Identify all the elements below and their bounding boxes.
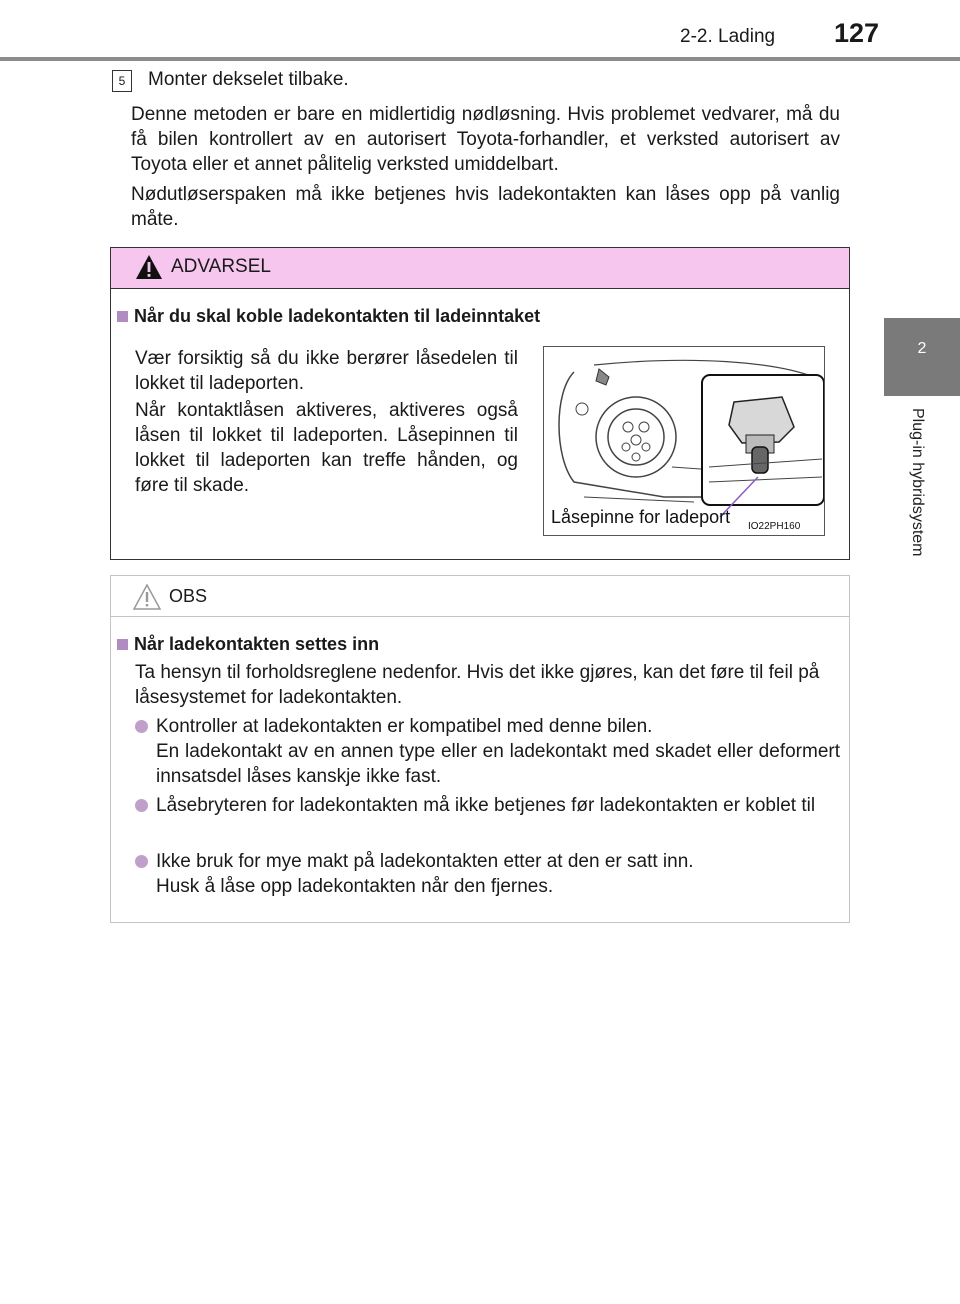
chapter-tab [884, 318, 960, 396]
chapter-label: Plug-in hybridsystem [909, 408, 926, 557]
bullet-icon [135, 799, 148, 812]
warning-box [110, 247, 850, 560]
list-item: Kontroller at ladekontakten er kompatibel med denne bilen. En ladekontakt av en annen type eller en ladekontakt med skadet eller deformert innsatsdel låses kanskje ikke fast. [135, 714, 840, 789]
list-item: Låsebryteren for ladekontakten må ikke betjenes før ladekontakten er koblet til [135, 793, 840, 818]
warning-icon [135, 254, 163, 280]
bullet-icon [135, 720, 148, 733]
figure-code: IO22PH160 [748, 521, 801, 532]
header-rule [0, 57, 960, 61]
warning-text: Vær forsiktig så du ikke berører låsedelen til lokket til ladeporten. [135, 348, 518, 394]
figure-caption: Låsepinne for ladeport [551, 507, 731, 527]
step-text: Monter dekselet tilbake. [148, 69, 349, 90]
notice-heading: Når ladekontakten settes inn [117, 634, 379, 655]
warning-title: ADVARSEL [171, 256, 271, 277]
paragraph: Nødutløserspaken må ikke betjenes hvis ladekontakten kan låses opp på vanlig måte. [131, 184, 840, 230]
chapter-number: 2 [917, 340, 927, 357]
step-number: 5 [112, 70, 132, 92]
list-item: Ikke bruk for mye makt på ladekontakten etter at den er satt inn. Husk å låse opp ladekontakten når den fjernes. [135, 849, 840, 899]
notice-title: OBS [169, 586, 208, 606]
notice-intro: Ta hensyn til forholdsreglene nedenfor. Hvis det ikke gjøres, kan det føre til feil på låsesystemet for ladekontakten. [135, 662, 820, 708]
bullet-icon [135, 855, 148, 868]
warning-heading: Når du skal koble ladekontakten til ladeinntaket [117, 306, 540, 327]
page-number: 127 [834, 18, 880, 48]
square-bullet-icon [117, 311, 128, 322]
charge-port-illustration [543, 346, 825, 536]
square-bullet-icon [117, 639, 128, 650]
notice-box [110, 575, 850, 923]
warning-header [111, 248, 849, 289]
section-title: 2-2. Lading [680, 26, 776, 47]
notice-header [111, 576, 849, 617]
caution-icon [133, 584, 161, 610]
warning-text: Når kontaktlåsen aktiveres, aktiveres også låsen til lokket til ladeporten. Låsepinnen til lokket til ladeporten kan treffe hånden, og føre til skade. [135, 400, 518, 496]
paragraph: Denne metoden er bare en midlertidig nødløsning. Hvis problemet vedvarer, må du få bilen kontrollert av en autorisert Toyota-forhandler, et verksted autorisert av Toyota eller et annet pålitelig verksted umiddelbart. [131, 104, 840, 175]
